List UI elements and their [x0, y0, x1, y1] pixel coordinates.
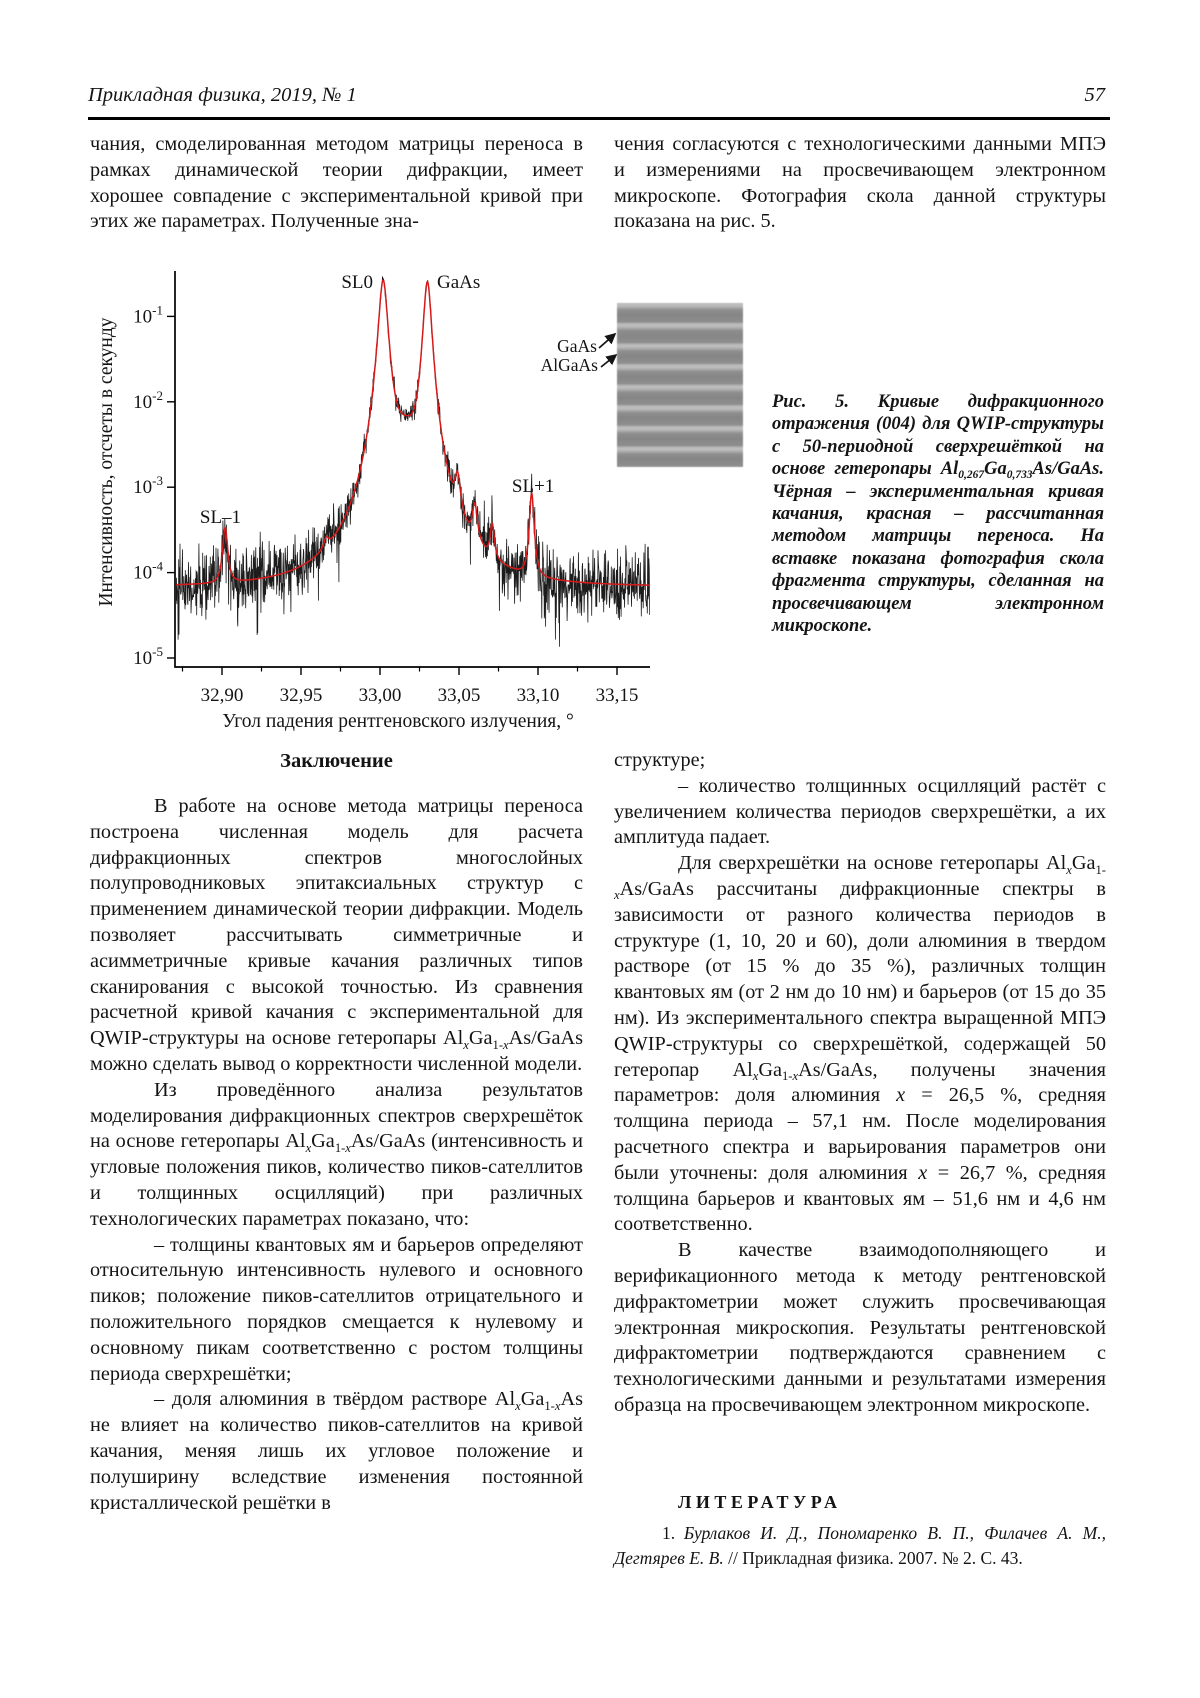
gaas-layer-label: GaAs — [557, 336, 597, 356]
x-tick-label: 33,05 — [437, 685, 481, 706]
peak-label-SL1: SL–1 — [199, 506, 242, 528]
algaas-layer-label: AlGaAs — [540, 355, 598, 375]
paragraph: структуре; — [614, 749, 706, 771]
x-tick-label: 32,95 — [279, 685, 323, 706]
literature-heading: ЛИТЕРАТУРА — [678, 1492, 842, 1512]
y-tick-label: $10^{-5}$ — [133, 644, 163, 669]
page-number: 57 — [1084, 84, 1105, 106]
left-column-main — [90, 794, 583, 1516]
y-tick-label: $10^{-1}$ — [133, 302, 163, 328]
paragraph: чения согласуются с технологическими данными МПЭ и измерениями на просвечивающем электронном микроскопе. Фотография скола данной структуры показана на рис. 5. — [614, 133, 1106, 233]
gaas-arrow-icon — [599, 334, 615, 348]
section-heading-conclusion: Заключение — [280, 750, 393, 772]
x-tick-label: 33,10 — [516, 685, 560, 706]
paragraph: В качестве взаимодополняющего и верификационного метода к методу рентгеновской дифрактометрии может служить просвечивающая электронная микроскопия. Результаты рентгеновской дифрактометрии подтверждаются сравнением с технологическими данными и результатами измерения образца на просвечивающем электронном микроскопе. — [614, 1239, 1106, 1416]
figure-caption: Рис. 5. Кривые дифракционного отражения (004) для QWIP-структуры с 50-периодной сверхрешёткой на основе гетеропары $Al_{0,267}Ga_{0,733}As$/GaAs. Чёрная – экспериментальная кривая качания, красная – рассчитанная методом матрицы переноса. На вставке показана фотография скола фрагмента структуры, сделанная на просвечивающем электронном микроскопе. — [772, 392, 1104, 637]
right-column-top — [614, 132, 1106, 235]
y-axis-title: Интенсивность, отсчеты в секунду — [96, 317, 117, 607]
x-axis-title: Угол падения рентгеновского излучения, ° — [222, 711, 574, 732]
right-column-main — [614, 748, 1106, 1419]
paragraph: – количество толщинных осцилляций растёт с увеличением количества периодов сверхрешётки, а их амплитуда падает. — [614, 774, 1106, 849]
x-tick-label: 33,00 — [358, 685, 402, 706]
paragraph: – доля алюминия в твёрдом растворе $Al_xGa_{1-x}As$ не влияет на количество пиков-сателлитов на кривой качания, меняя лишь их угловое положение и полуширину вследствие изменения постоянной кристаллической решётки в — [90, 1388, 583, 1514]
y-tick-label: $10^{-2}$ — [133, 387, 163, 413]
y-tick-label: $10^{-4}$ — [133, 558, 163, 584]
x-tick-label: 32,90 — [200, 685, 244, 706]
header-rule — [88, 117, 1110, 120]
paragraph: Из проведённого анализа результатов моделирования дифракционных спектров сверхрешёток на основе гетеропары $Al_xGa_{1-x}As$/GaAs (интенсивность и угловые положения пиков, количество пиков-сателлитов и толщинных осцилляций) при различных технологических параметрах показано, что: — [90, 1078, 583, 1230]
left-column-top — [90, 132, 583, 235]
algaas-arrow-icon — [601, 355, 616, 367]
paragraph: – толщины квантовых ям и барьеров определяют относительную интенсивность нулевого и основного пиков; положение пиков-сателлитов отрицательного и положительного порядков смещается к нулевому и основному пикам соответственно с ростом толщины периода сверхрешётки; — [90, 1233, 583, 1385]
x-tick-label: 33,15 — [595, 685, 639, 706]
paragraph: 1. Бурлаков И. Д., Пономаренко В. П., Филачев А. М., Дегтярев Е. В. // Прикладная физика. 2007. № 2. С. 43. — [614, 1523, 1106, 1568]
y-tick-label: $10^{-3}$ — [133, 473, 163, 499]
paragraph: В работе на основе метода матрицы переноса построена численная модель для расчета дифракционных спектров многослойных полупроводниковых эпитаксиальных структур с применением динамической теории дифракции. Модель позволяет рассчитывать симметричные и асимметричные кривые качания различных типов сканирования с высокой точностью. Из сравнения расчетной кривой качания с экспериментальной для QWIP-структуры на основе гетеропары $Al_xGa_{1-x}As$/GaAs можно сделать вывод о корректности численной модели. — [90, 795, 583, 1075]
journal-header: Прикладная физика, 2019, № 1 — [88, 84, 357, 106]
literature-list — [614, 1521, 1106, 1570]
paragraph: Для сверхрешётки на основе гетеропары $Al_xGa_{1-x}As$/GaAs рассчитаны дифракционные спектры в зависимости от разного количества периодов в структуре (1, 10, 20 и 60), доли алюминия в твердом растворе (от 15 % до 35 %), различных толщин квантовых ям (от 2 нм до 10 нм) и барьеров (от 15 до 35 нм). Из экспериментального спектра выращенной МПЭ QWIP-структуры со сверхрешёткой, содержащей 50 гетеропар $Al_xGa_{1-x}As$/GaAs, получены значения параметров: доля алюминия x = 26,5 %, средняя толщина периода – 57,1 нм. После моделирования расчетного спектра и варьирования параметров они были уточнены: доля алюминия x = 26,7 %, средняя толщина барьеров и квантовых ям – 51,6 нм и 4,6 нм соответственно. — [614, 852, 1106, 1236]
inset-annotations — [535, 298, 750, 390]
paragraph: чания, смоделированная методом матрицы переноса в рамках динамической теории дифракции, имеет хорошее совпадение с экспериментальной кривой при этих же параметрах. Полученные зна- — [90, 133, 583, 233]
peak-label-SL+1: SL+1 — [511, 475, 555, 497]
peak-label-SL0: SL0 — [341, 271, 374, 293]
peak-label-GaAs: GaAs — [437, 271, 481, 293]
